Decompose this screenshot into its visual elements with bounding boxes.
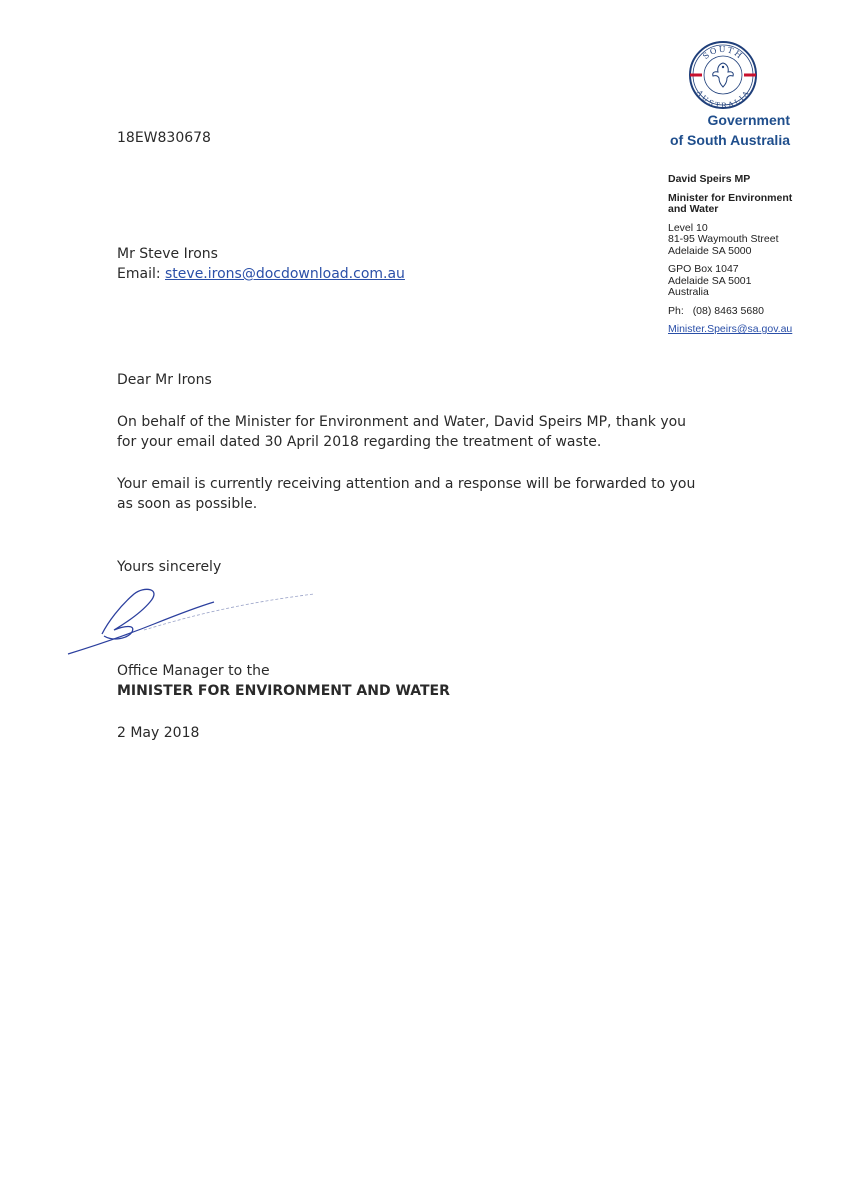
address-line: Level 10: [668, 221, 708, 234]
recipient-email-row: [117, 264, 405, 284]
address-line: Australia: [668, 286, 709, 298]
sender-email: [668, 324, 828, 336]
government-line-1: Government: [707, 112, 790, 128]
salutation: Dear Mr Irons: [117, 372, 212, 388]
sender-postal-address: [668, 264, 828, 299]
crest-arc-bottom: AUSTRALIA: [695, 88, 751, 110]
phone-label: Ph:: [668, 304, 684, 317]
body-paragraph: [117, 474, 757, 514]
government-title: [590, 110, 790, 150]
south-australia-crest-icon: [688, 40, 758, 110]
sender-email-link[interactable]: Minister.Speirs@sa.gov.au: [668, 323, 793, 335]
paragraph-line: as soon as possible.: [117, 496, 258, 512]
sender-phone: [668, 306, 828, 318]
sender-name: David Speirs MP: [668, 173, 751, 185]
recipient-email-label: Email:: [117, 266, 161, 282]
recipient-block: [117, 244, 405, 284]
closing: Yours sincerely: [117, 559, 222, 575]
paragraph-line: Your email is currently receiving attention and a response will be forwarded to you: [117, 476, 696, 492]
government-line-2: of South Australia: [669, 132, 790, 148]
address-line: GPO Box 1047: [668, 263, 739, 275]
paragraph-line: On behalf of the Minister for Environment and Water, David Speirs MP, thank you: [117, 414, 687, 430]
crest-arc-top: SOUTH: [701, 44, 745, 62]
reference-number: 18EW830678: [117, 130, 211, 146]
svg-text:SOUTH: [701, 45, 745, 61]
svg-text:AUSTRALIA: [695, 88, 751, 110]
recipient-email-link[interactable]: steve.irons@docdownload.com.au: [165, 266, 405, 282]
body-paragraph: [117, 412, 757, 452]
recipient-name: Mr Steve Irons: [117, 246, 218, 262]
paragraph-line: for your email dated 30 April 2018 regarding the treatment of waste.: [117, 434, 602, 450]
sender-block: [668, 174, 828, 336]
letter-date: 2 May 2018: [117, 725, 200, 741]
phone-number: (08) 8463 5680: [692, 304, 764, 317]
signoff-line-1: Office Manager to the: [117, 663, 270, 679]
address-line: 81-95 Waymouth Street: [668, 233, 779, 245]
address-line: Adelaide SA 5000: [668, 244, 752, 257]
signoff-line-2: MINISTER FOR ENVIRONMENT AND WATER: [117, 683, 450, 699]
signoff-block: [117, 661, 450, 701]
sender-street-address: [668, 223, 828, 258]
sender-title: Minister for Environment and Water: [668, 191, 793, 215]
signature-image: [64, 584, 324, 660]
address-line: Adelaide SA 5001: [668, 274, 752, 287]
